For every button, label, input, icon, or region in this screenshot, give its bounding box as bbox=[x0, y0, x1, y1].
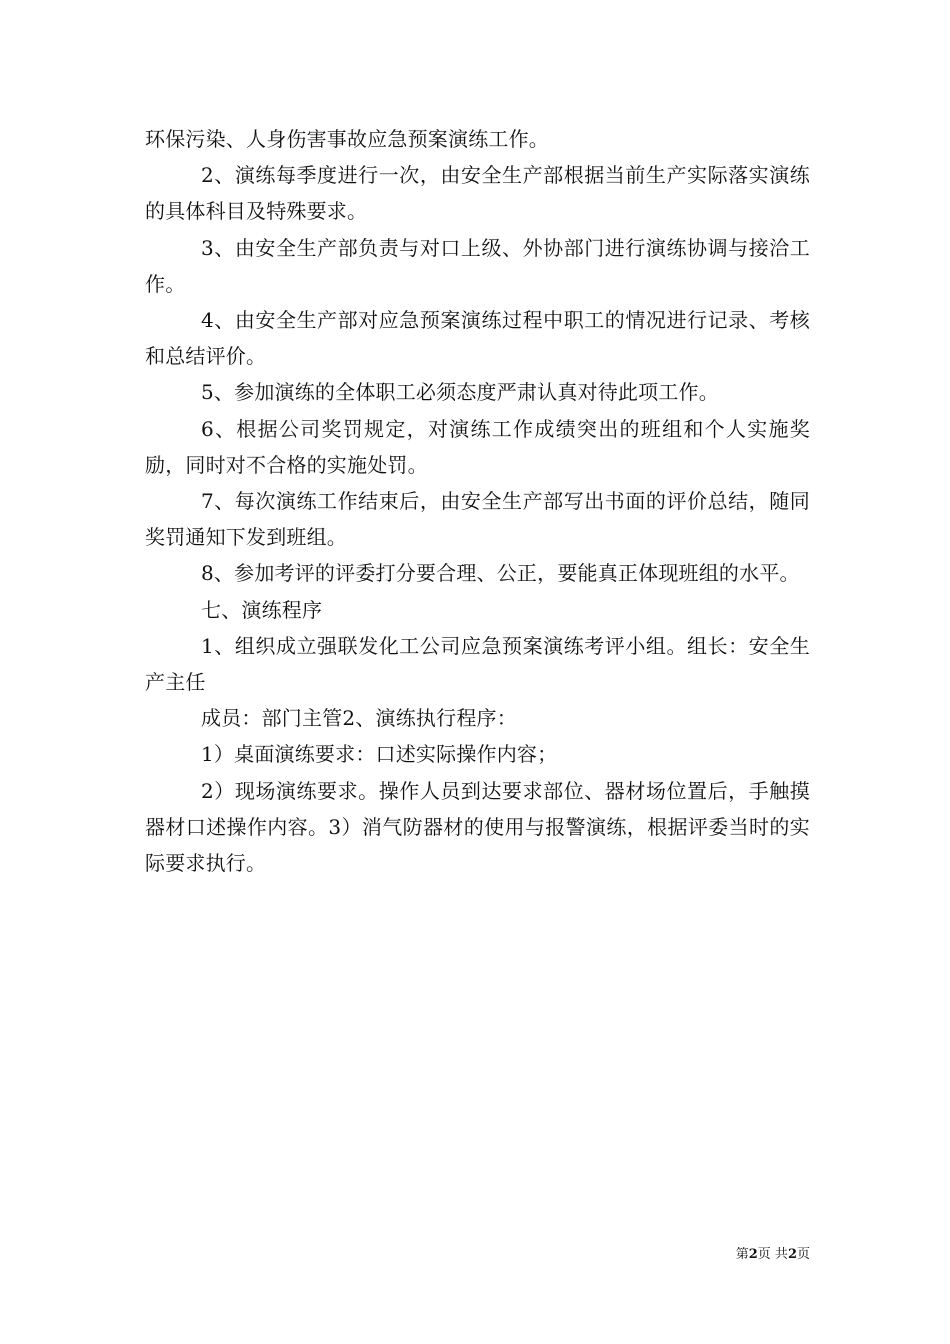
paragraph: 8、参加考评的评委打分要合理、公正，要能真正体现班组的水平。 bbox=[201, 561, 800, 586]
paragraph: 成员：部门主管2、演练执行程序： bbox=[201, 706, 517, 731]
document-body bbox=[145, 121, 810, 881]
paragraph: 5、参加演练的全体职工必须态度严肃认真对待此项工作。 bbox=[201, 380, 719, 405]
footer-suffix: 页 bbox=[796, 1247, 810, 1262]
paragraph: 环保污染、人身伤害事故应急预案演练工作。 bbox=[145, 127, 549, 151]
paragraph: 4、由安全生产部对应急预案演练过程中职工的情况进行记录、考核和总结评价。 bbox=[145, 308, 810, 369]
current-page-number: 2 bbox=[748, 1247, 758, 1262]
paragraph: 1、组织成立强联发化工公司应急预案演练考评小组。组长：安全生产主任 bbox=[145, 633, 810, 695]
section-heading: 七、演练程序 bbox=[201, 597, 323, 622]
paragraph: 7、每次演练工作结束后，由安全生产部写出书面的评价总结，随同奖罚通知下发到班组。 bbox=[145, 489, 810, 550]
page-number-footer bbox=[690, 1247, 810, 1263]
total-pages-number: 2 bbox=[787, 1247, 797, 1262]
paragraph: 1）桌面演练要求：口述实际操作内容； bbox=[201, 742, 558, 767]
paragraph: 2）现场演练要求。操作人员到达要求部位、器材场位置后，手触摸器材口述操作内容。3）消气防器材的使用与报警演练，根据评委当时的实际要求执行。 bbox=[145, 778, 810, 876]
footer-middle: 页 共 bbox=[757, 1247, 788, 1262]
paragraph: 2、演练每季度进行一次，由安全生产部根据当前生产实际落实演练的具体科目及特殊要求。 bbox=[145, 163, 810, 224]
footer-prefix: 第 bbox=[735, 1247, 749, 1262]
paragraph: 3、由安全生产部负责与对口上级、外协部门进行演练协调与接洽工作。 bbox=[145, 235, 810, 296]
paragraph: 6、根据公司奖罚规定，对演练工作成绩突出的班组和个人实施奖励，同时对不合格的实施处罚。 bbox=[145, 416, 810, 477]
